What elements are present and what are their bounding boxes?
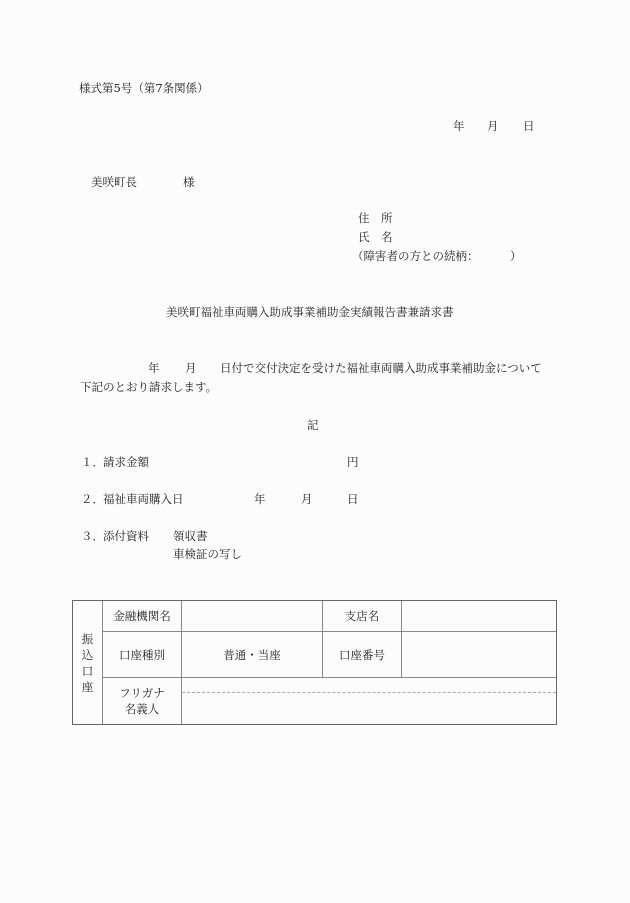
body-year: 年 [148, 361, 160, 375]
date-day-label: 日 [523, 119, 535, 133]
item-1-number: １． [81, 455, 104, 469]
relation-close: ） [510, 249, 522, 263]
bank-name-label: 金融機関名 [113, 609, 171, 623]
item-3-number: ３． [81, 529, 104, 543]
transfer-account-label [73, 601, 102, 724]
name-label: 氏 名 [358, 230, 393, 244]
item-2-label: 福祉車両購入日 [103, 492, 184, 506]
item-2-number: ２． [81, 492, 104, 506]
holder-name-label: 名義人 [124, 702, 160, 716]
bank-name-field[interactable] [182, 601, 322, 631]
item-1-label: 請求金額 [103, 455, 149, 469]
account-number-label: 口座番号 [339, 647, 385, 662]
branch-name-field[interactable] [402, 601, 556, 631]
section-char: 座 [81, 679, 94, 694]
date-month-label: 月 [487, 119, 499, 133]
furigana-field[interactable] [182, 678, 556, 692]
body-month: 月 [185, 361, 197, 375]
attachment-receipt: 領収書 [173, 529, 208, 543]
item-1-unit: 円 [347, 455, 359, 469]
section-char: 振 [81, 631, 94, 646]
account-type-label: 口座種別 [119, 647, 165, 662]
account-holder-label [103, 678, 181, 724]
section-char: 込 [81, 647, 94, 662]
ki-heading: 記 [307, 418, 319, 432]
section-char: 口 [81, 663, 94, 678]
item-2-day: 日 [347, 492, 359, 506]
document-title: 美咲町福祉車両購入助成事業補助金実績報告書兼請求書 [166, 305, 454, 319]
addressee-honorific: 様 [183, 175, 195, 189]
body-line2: 下記のとおり請求します。 [80, 380, 218, 394]
attachment-vehicle-inspection-copy: 車検証の写し [173, 547, 242, 561]
relation-label: （障害者の方との続柄： [352, 249, 479, 263]
account-type-options[interactable]: 普通・当座 [223, 647, 281, 662]
item-2-month: 月 [301, 492, 313, 506]
body-line1: 日付で交付決定を受けた福祉車両購入助成事業補助金について [220, 361, 542, 375]
form-number: 様式第5号（第7条関係） [79, 81, 209, 95]
account-number-field[interactable] [402, 632, 556, 677]
furigana-label: フリガナ [119, 686, 165, 700]
item-3-label: 添付資料 [103, 529, 149, 543]
address-label: 住 所 [358, 211, 393, 225]
branch-name-label: 支店名 [344, 609, 380, 623]
addressee-name: 美咲町長 [91, 175, 137, 189]
item-2-year: 年 [254, 492, 266, 506]
bank-account-table [72, 600, 557, 725]
date-year-label: 年 [453, 119, 465, 133]
holder-name-field[interactable] [182, 693, 556, 724]
